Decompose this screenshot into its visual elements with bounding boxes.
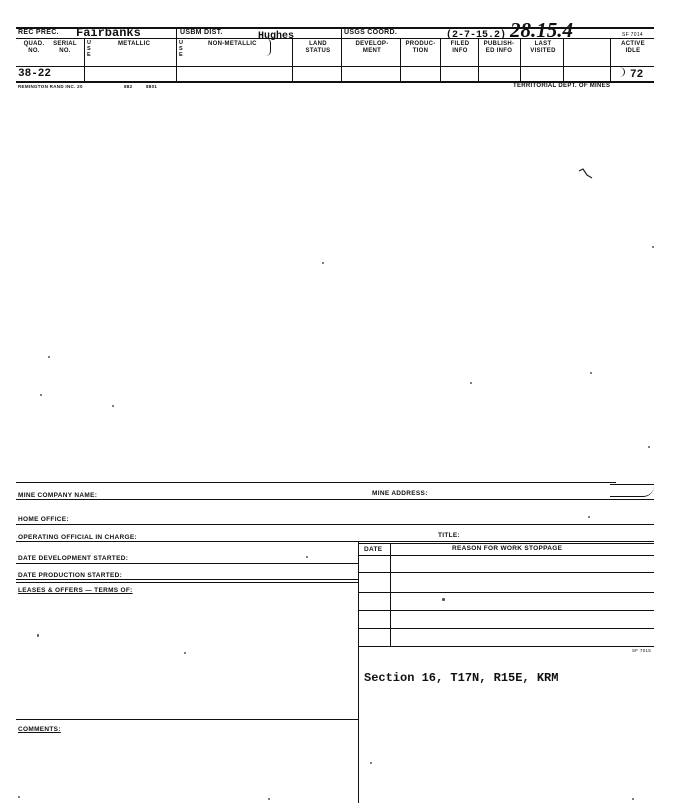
header-vrule: [292, 38, 293, 82]
col-land-status: LAND STATUS: [305, 41, 331, 54]
paper-speck: [322, 262, 324, 264]
form-top-rule-tail: [610, 484, 654, 485]
usgs-coord-handwritten: 28.15.4: [510, 18, 573, 42]
form-number-bottom: SF 7015: [632, 648, 652, 653]
col-metallic: METALLIC: [118, 41, 151, 47]
stoppage-row-rule: [358, 628, 654, 629]
paper-speck: [48, 356, 50, 358]
printer-code-1: 882: [124, 84, 133, 89]
form-rule: [16, 499, 654, 500]
col-use-metallic-code: U S E: [87, 40, 92, 58]
col-development: DEVELOP- MENT: [355, 41, 389, 54]
header-vrule: [341, 28, 342, 82]
form-top-rule: [16, 482, 616, 483]
home-office-label: HOME OFFICE:: [18, 516, 69, 523]
col-filed-info: FILED INFO: [450, 41, 470, 54]
mine-company-name-label: MINE COMPANY NAME:: [18, 492, 98, 499]
form-curl: [610, 486, 654, 497]
comments-label: COMMENTS:: [18, 726, 61, 733]
stoppage-date-header: DATE: [364, 546, 383, 553]
printer-code-2: 8801: [146, 84, 158, 89]
col-non-metallic: NON-METALLIC: [208, 41, 257, 47]
header-vrule: [520, 38, 521, 82]
header-row-rule: [16, 66, 654, 67]
active-idle-value: 72: [630, 69, 644, 81]
stoppage-date-divider: [390, 543, 391, 647]
stoppage-row-rule: [358, 572, 654, 573]
bracket-mark: [266, 38, 271, 56]
header-vrule: [176, 28, 177, 82]
paper-speck: [590, 372, 592, 374]
paper-speck: [268, 798, 270, 800]
active-idle-check-mark: [618, 67, 625, 77]
form-rule: [16, 541, 654, 542]
leases-offers-label: LEASES & OFFERS — TERMS OF:: [18, 587, 133, 594]
col-production: PRODUC- TION: [405, 41, 436, 54]
paper-speck: [112, 405, 114, 407]
col-serial-no: SERIAL NO.: [53, 41, 77, 54]
col-active-idle: ACTIVE IDLE: [621, 41, 645, 54]
paper-speck: [648, 446, 650, 448]
paper-speck: [18, 796, 20, 798]
stoppage-reason-header: REASON FOR WORK STOPPAGE: [452, 545, 563, 552]
header-vrule: [478, 38, 479, 82]
col-use-nonmetallic-code: U S E: [179, 40, 184, 58]
header-vrule: [84, 38, 85, 82]
usbm-dist-value: Hughes: [258, 31, 295, 42]
stoppage-bottom-rule: [358, 646, 654, 647]
paper-speck: [40, 394, 42, 396]
printer-imprint: REMINGTON RAND INC. 20: [18, 84, 83, 89]
header-vrule: [563, 38, 564, 82]
header-vrule: [400, 38, 401, 82]
col-published-info: PUBLISH- ED INFO: [483, 41, 515, 54]
territorial-dept-label: TERRITORIAL DEPT. OF MINES: [513, 83, 611, 89]
paper-speck: [632, 798, 634, 800]
section-location-text: Section 16, T17N, R15E, KRM: [364, 671, 559, 685]
usbm-dist-label: USBM DIST.: [180, 29, 223, 36]
paper-speck: [588, 516, 590, 518]
stoppage-row-rule: [358, 610, 654, 611]
paper-speck: [306, 556, 308, 558]
header-vrule: [610, 38, 611, 82]
rec-prec-label: REC PREC.: [18, 29, 59, 36]
form-rule: [16, 582, 358, 583]
date-production-label: DATE PRODUCTION STARTED:: [18, 572, 123, 579]
paper-speck: [652, 246, 654, 248]
quad-number-value: 38-22: [18, 68, 52, 80]
usgs-coord-label: USGS COORD.: [344, 29, 398, 36]
col-quad-no: QUAD. NO.: [23, 41, 45, 54]
paper-speck: [37, 634, 39, 637]
stoppage-row-rule: [358, 592, 654, 593]
form-rule: [16, 579, 358, 580]
form-number-top: SF 7014: [622, 32, 644, 38]
rec-prec-value: Fairbanks: [76, 26, 141, 40]
date-development-label: DATE DEVELOPMENT STARTED:: [18, 555, 129, 562]
title-label: TITLE:: [438, 532, 461, 539]
operating-official-label: OPERATING OFFICIAL IN CHARGE:: [18, 534, 137, 541]
comments-top-rule: [16, 719, 358, 720]
mine-address-label: MINE ADDRESS:: [372, 490, 428, 497]
col-last-visited: LAST VISITED: [530, 41, 556, 54]
paper-speck: [370, 762, 372, 764]
pen-mark: [578, 168, 594, 180]
form-center-divider: [358, 541, 359, 803]
paper-speck: [442, 598, 445, 601]
stoppage-row-rule: [358, 555, 654, 556]
paper-speck: [470, 382, 472, 384]
usgs-coord-value: (2-7-15.2): [446, 30, 507, 41]
paper-speck: [184, 652, 186, 654]
form-rule: [16, 524, 654, 525]
form-rule: [16, 563, 358, 564]
header-vrule: [440, 38, 441, 82]
